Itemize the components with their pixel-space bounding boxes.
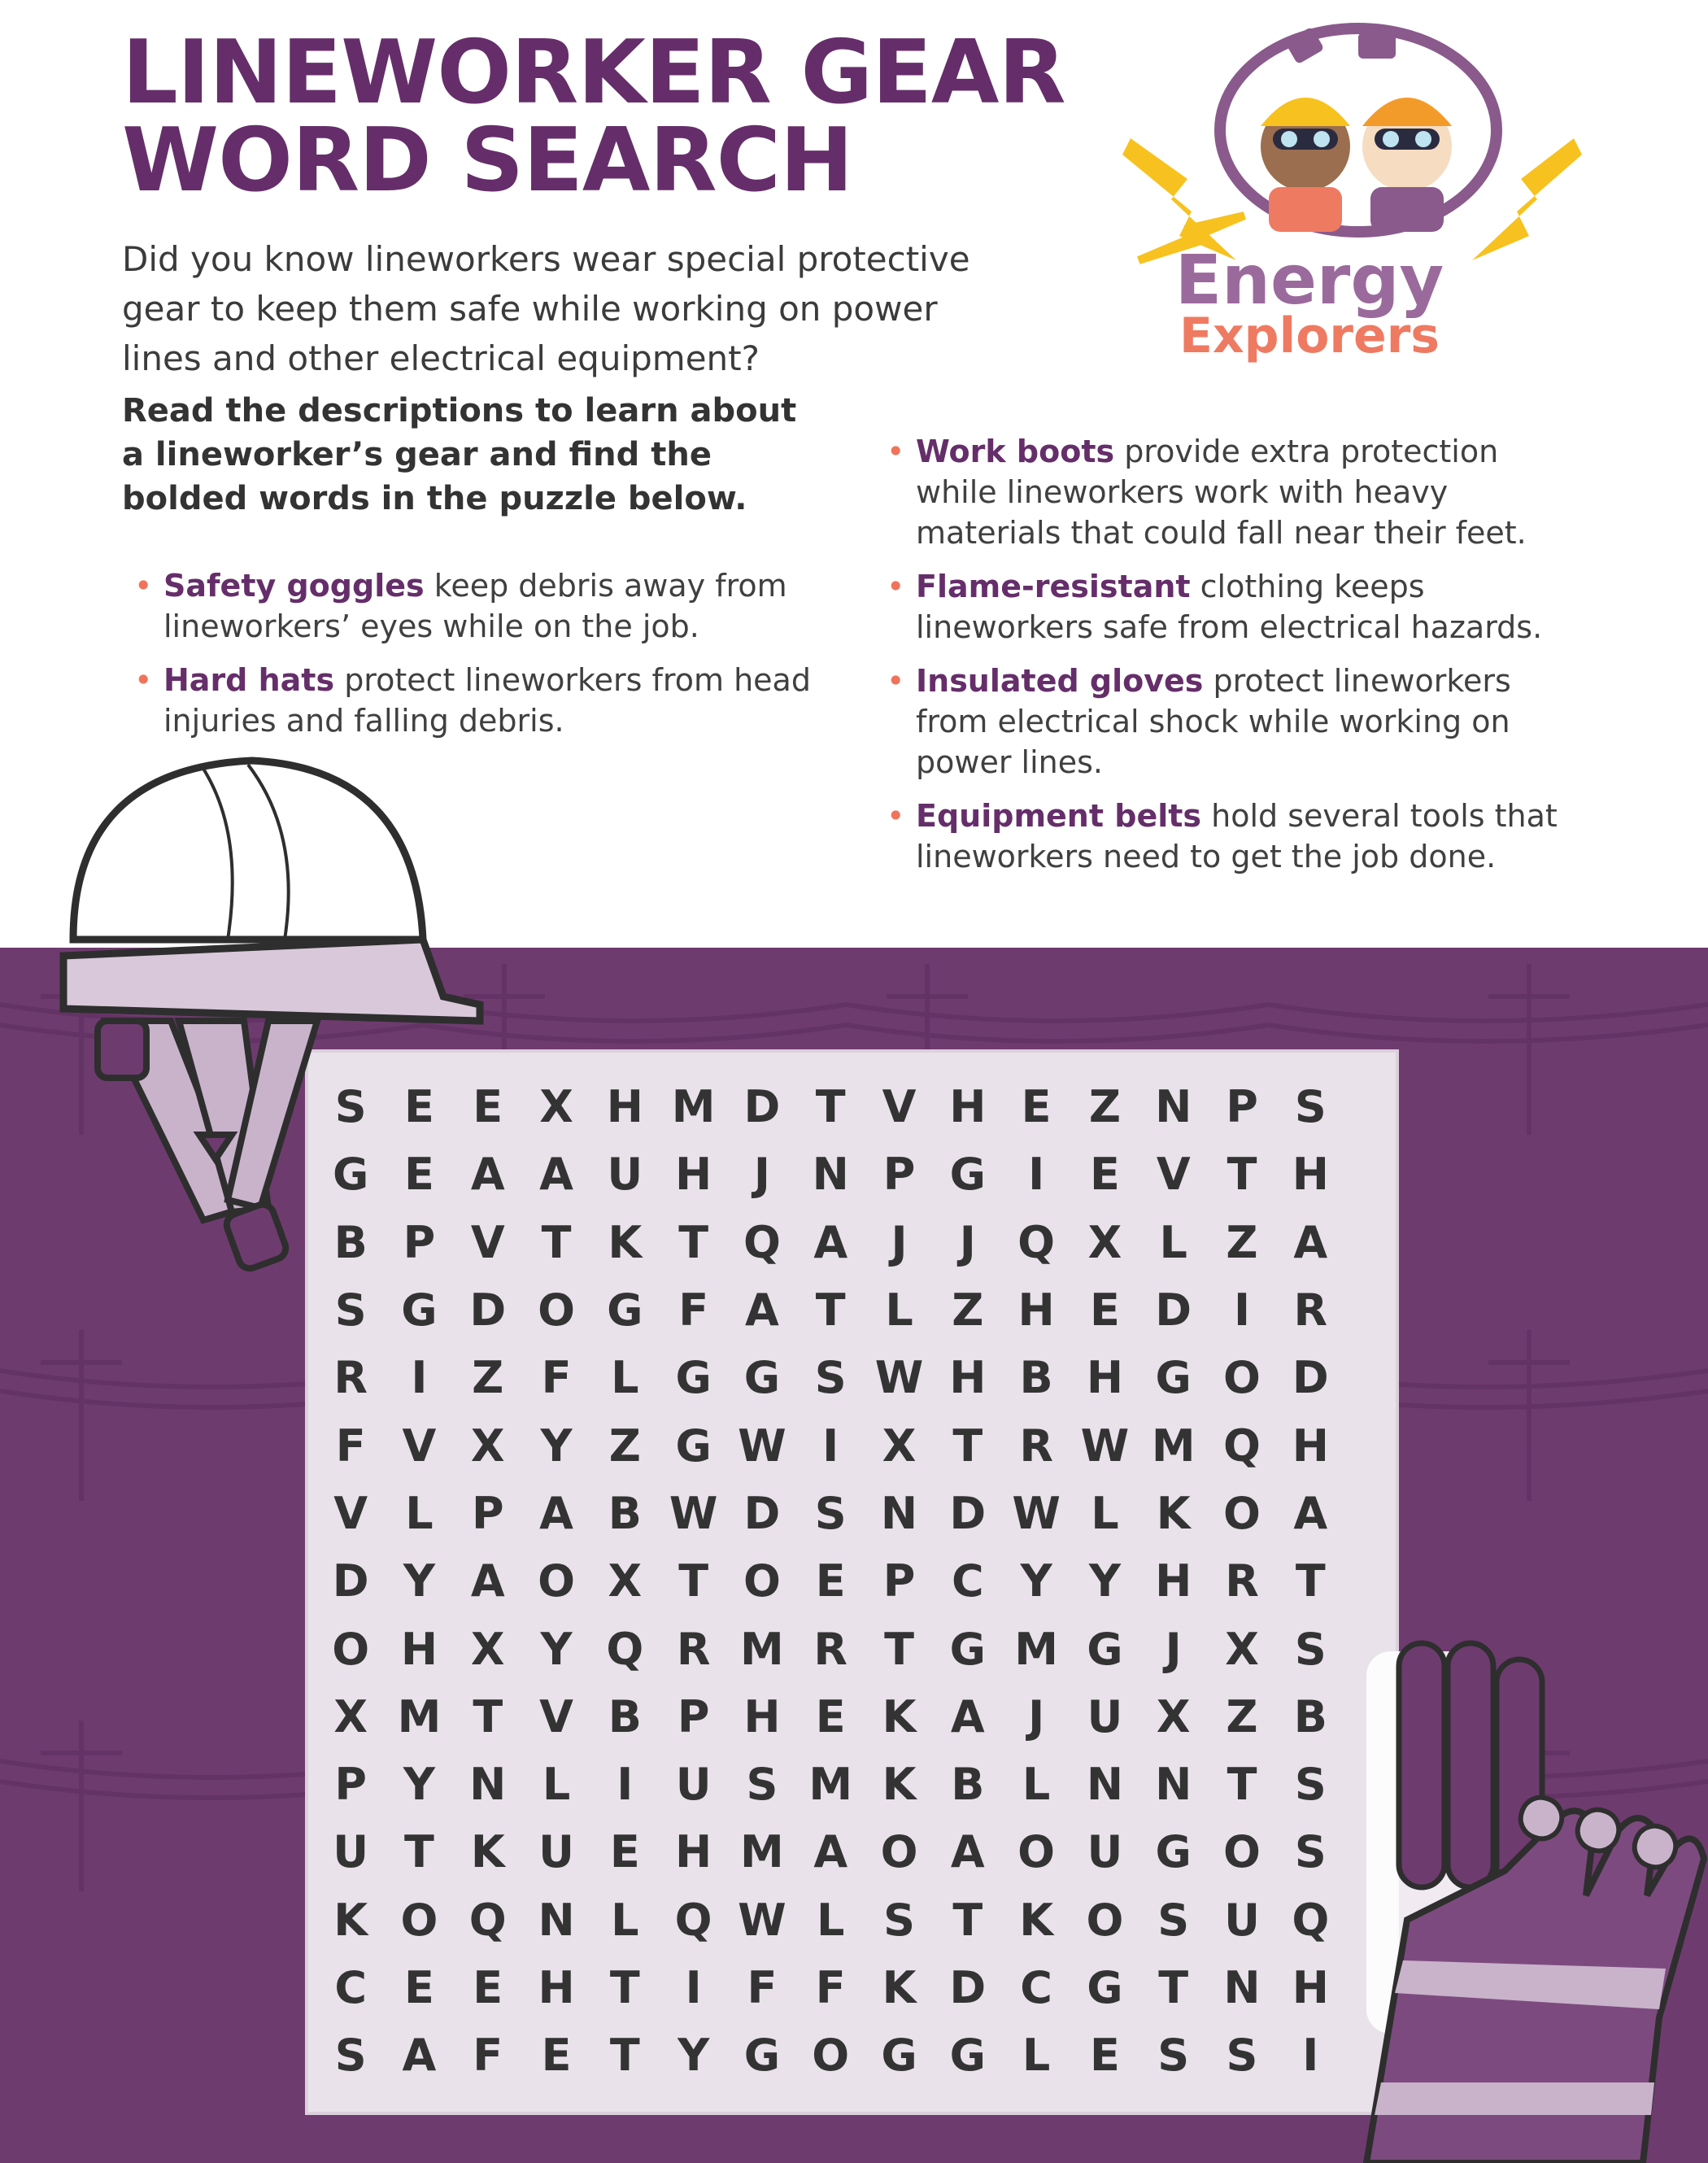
puzzle-letter[interactable]: A	[470, 1555, 505, 1607]
puzzle-letter[interactable]: X	[1156, 1690, 1191, 1742]
puzzle-letter[interactable]: H	[1292, 1419, 1329, 1472]
puzzle-letter[interactable]: T	[1295, 1555, 1326, 1607]
energy-explorers-logo-graphic	[1114, 24, 1602, 268]
puzzle-letter[interactable]: O	[1223, 1487, 1261, 1539]
instructions	[122, 389, 854, 521]
puzzle-letter[interactable]: L	[1091, 1487, 1119, 1539]
puzzle-letter[interactable]: N	[1223, 1962, 1261, 2013]
puzzle-letter[interactable]: T	[541, 1216, 572, 1268]
puzzle-letter[interactable]: O	[538, 1555, 575, 1607]
puzzle-letter[interactable]: B	[951, 1759, 985, 1811]
puzzle-letter[interactable]: H	[400, 1623, 438, 1675]
gear-desc: provide extra protection	[1114, 434, 1499, 469]
puzzle-letter[interactable]: L	[1159, 1216, 1187, 1268]
puzzle-letter[interactable]: A	[950, 1690, 985, 1742]
puzzle-letter[interactable]: Y	[540, 1419, 573, 1472]
puzzle-letter[interactable]: E	[473, 1962, 503, 2013]
puzzle-letter[interactable]: I	[822, 1419, 839, 1472]
hardhat-suspension-straps	[98, 1021, 317, 1271]
gear-term: Equipment belts	[916, 798, 1202, 834]
puzzle-letter[interactable]: M	[740, 1826, 784, 1878]
puzzle-letter[interactable]: Z	[608, 1419, 641, 1472]
puzzle-letter[interactable]: H	[675, 1826, 712, 1878]
puzzle-letter[interactable]: T	[609, 1962, 640, 2013]
puzzle-letter[interactable]: T	[678, 1216, 709, 1268]
puzzle-letter[interactable]: E	[609, 1826, 640, 1878]
puzzle-letter[interactable]: P	[882, 1149, 916, 1201]
puzzle-letter[interactable]: G	[1087, 1623, 1123, 1675]
puzzle-letter[interactable]: L	[817, 1894, 845, 1946]
puzzle-letter[interactable]: C	[334, 1962, 367, 2013]
puzzle-letter[interactable]: R	[1293, 1284, 1328, 1337]
puzzle-letter[interactable]: S	[814, 1352, 847, 1404]
puzzle-letter[interactable]: H	[538, 1962, 575, 2013]
puzzle-letter[interactable]: N	[880, 1487, 918, 1539]
puzzle-letter[interactable]: Q	[674, 1894, 712, 1946]
puzzle-letter[interactable]: P	[882, 1555, 916, 1607]
puzzle-letter[interactable]: A	[470, 1149, 505, 1201]
puzzle-letter[interactable]: U	[675, 1759, 712, 1811]
puzzle-letter[interactable]: N	[1155, 1081, 1192, 1133]
puzzle-letter[interactable]: L	[405, 1487, 434, 1539]
puzzle-letter[interactable]: F	[747, 1962, 778, 2013]
page-title	[122, 22, 1131, 212]
hardhat-dome	[73, 761, 423, 940]
puzzle-letter[interactable]: I	[411, 1352, 428, 1404]
title-line-2: WORD SEARCH	[122, 110, 853, 212]
puzzle-letter[interactable]: G	[881, 2030, 917, 2082]
puzzle-letter[interactable]: P	[1226, 1081, 1258, 1133]
puzzle-letter[interactable]: F	[815, 1962, 846, 2013]
gear-desc: injuries and falling debris.	[163, 703, 564, 739]
puzzle-letter[interactable]: A	[1293, 1487, 1328, 1539]
puzzle-letter[interactable]: S	[814, 1487, 847, 1539]
gear-term: Flame-resistant	[916, 569, 1191, 604]
puzzle-letter[interactable]: S	[334, 2030, 367, 2082]
puzzle-letter[interactable]: G	[401, 1284, 438, 1337]
puzzle-letter[interactable]: H	[949, 1081, 987, 1133]
puzzle-letter[interactable]: D	[1292, 1352, 1329, 1404]
gear-term: Insulated gloves	[916, 663, 1204, 699]
puzzle-letter[interactable]: L	[885, 1284, 913, 1337]
puzzle-letter[interactable]: K	[470, 1826, 505, 1878]
puzzle-letter[interactable]: S	[883, 1894, 915, 1946]
puzzle-letter[interactable]: B	[608, 1690, 642, 1742]
puzzle-letter[interactable]: V	[333, 1487, 368, 1539]
puzzle-letter[interactable]: G	[743, 1352, 781, 1404]
logo-wordmark	[1122, 240, 1497, 364]
puzzle-letter[interactable]: X	[470, 1419, 505, 1472]
puzzle-letter[interactable]: K	[882, 1759, 917, 1811]
puzzle-letter[interactable]: D	[949, 1962, 987, 2013]
goggle-lens	[1281, 131, 1297, 147]
puzzle-letter[interactable]: Q	[606, 1623, 644, 1675]
puzzle-letter[interactable]: G	[1087, 1962, 1123, 2013]
puzzle-letter[interactable]: Q	[1223, 1419, 1261, 1472]
puzzle-letter[interactable]: G	[949, 1149, 986, 1201]
puzzle-letter[interactable]: G	[332, 1149, 369, 1201]
gear-desc: protect lineworkers from head	[334, 662, 811, 698]
puzzle-letter[interactable]: V	[1156, 1149, 1191, 1201]
puzzle-letter[interactable]: A	[950, 1826, 985, 1878]
puzzle-letter[interactable]: Q	[1017, 1216, 1056, 1268]
gear-desc: lineworkers need to get the job done.	[916, 839, 1497, 874]
gear-term: Work boots	[916, 434, 1115, 469]
puzzle-letter[interactable]: A	[1293, 1216, 1328, 1268]
puzzle-letter[interactable]: S	[1226, 2030, 1258, 2082]
puzzle-letter[interactable]: G	[743, 2030, 781, 2082]
puzzle-letter[interactable]: K	[1156, 1487, 1191, 1539]
puzzle-letter[interactable]: J	[1165, 1623, 1182, 1675]
puzzle-letter[interactable]: M	[1151, 1419, 1196, 1472]
gear-list-right	[887, 431, 1700, 890]
puzzle-letter[interactable]: H	[1292, 1962, 1329, 2013]
puzzle-letter[interactable]: S	[1294, 1081, 1327, 1133]
puzzle-letter[interactable]: B	[608, 1487, 642, 1539]
puzzle-letter[interactable]: E	[404, 1149, 434, 1201]
puzzle-letter[interactable]: Q	[468, 1894, 507, 1946]
puzzle-letter[interactable]: Y	[1088, 1555, 1121, 1607]
puzzle-letter[interactable]: K	[608, 1216, 643, 1268]
hard-hat-illustration	[57, 752, 496, 1281]
puzzle-letter[interactable]: Y	[678, 2030, 710, 2082]
goggle-lens	[1314, 131, 1330, 147]
puzzle-letter[interactable]: T	[678, 1555, 709, 1607]
puzzle-letter[interactable]: F	[335, 1419, 366, 1472]
puzzle-letter[interactable]: E	[1089, 2030, 1120, 2082]
intro-paragraph	[122, 234, 1131, 383]
puzzle-letter[interactable]: B	[1293, 1690, 1327, 1742]
puzzle-letter[interactable]: B	[333, 1216, 368, 1268]
puzzle-letter[interactable]: Z	[472, 1352, 504, 1404]
puzzle-letter[interactable]: K	[882, 1690, 917, 1742]
puzzle-letter[interactable]: G	[1155, 1352, 1192, 1404]
character-right-hardhat	[1362, 98, 1452, 126]
puzzle-letter[interactable]: Y	[403, 1555, 435, 1607]
puzzle-letter[interactable]: K	[882, 1962, 917, 2013]
puzzle-letter[interactable]: Z	[1226, 1216, 1258, 1268]
puzzle-letter[interactable]: S	[334, 1284, 367, 1337]
puzzle-letter[interactable]: B	[1019, 1352, 1053, 1404]
puzzle-letter[interactable]: X	[539, 1081, 573, 1133]
puzzle-letter[interactable]: D	[743, 1487, 781, 1539]
puzzle-letter[interactable]: O	[400, 1894, 438, 1946]
puzzle-letter[interactable]: I	[685, 1962, 702, 2013]
puzzle-letter[interactable]: G	[675, 1352, 712, 1404]
gear-desc: hold several tools that	[1201, 798, 1558, 834]
puzzle-letter[interactable]: E	[815, 1555, 846, 1607]
puzzle-letter[interactable]: U	[333, 1826, 369, 1878]
puzzle-letter[interactable]: T	[609, 2030, 640, 2082]
puzzle-letter[interactable]: T	[815, 1284, 846, 1337]
puzzle-letter[interactable]: R	[1019, 1419, 1053, 1472]
puzzle-letter[interactable]: E	[1089, 1284, 1120, 1337]
puzzle-letter[interactable]: F	[473, 2030, 503, 2082]
puzzle-letter[interactable]: P	[334, 1759, 367, 1811]
puzzle-letter[interactable]: K	[1019, 1894, 1054, 1946]
puzzle-letter[interactable]: N	[1086, 1759, 1124, 1811]
logo-ring	[1220, 28, 1497, 232]
puzzle-letter[interactable]: K	[333, 1894, 368, 1946]
puzzle-letter[interactable]: E	[1021, 1081, 1052, 1133]
puzzle-letter[interactable]: L	[542, 1759, 571, 1811]
puzzle-letter[interactable]: M	[397, 1690, 442, 1742]
puzzle-letter[interactable]: Y	[1020, 1555, 1052, 1607]
puzzle-letter[interactable]: X	[608, 1555, 643, 1607]
puzzle-letter[interactable]: U	[538, 1826, 574, 1878]
puzzle-letter[interactable]: I	[1302, 2030, 1319, 2082]
puzzle-letter[interactable]: R	[813, 1623, 848, 1675]
puzzle-letter[interactable]: A	[813, 1216, 848, 1268]
puzzle-letter[interactable]: M	[1014, 1623, 1058, 1675]
puzzle-letter[interactable]: Y	[540, 1623, 573, 1675]
instructions-line-1: Read the descriptions to learn about	[122, 392, 797, 430]
puzzle-letter[interactable]: I	[1028, 1149, 1045, 1201]
puzzle-letter[interactable]: J	[959, 1216, 976, 1268]
puzzle-letter[interactable]: O	[1223, 1352, 1261, 1404]
puzzle-letter[interactable]: V	[402, 1419, 437, 1472]
puzzle-letter[interactable]: O	[1223, 1826, 1261, 1878]
gear-desc: lineworkers’ eyes while on the job.	[163, 608, 699, 644]
puzzle-letter[interactable]: T	[1227, 1149, 1257, 1201]
puzzle-letter[interactable]: X	[1087, 1216, 1122, 1268]
puzzle-letter[interactable]: D	[469, 1284, 507, 1337]
puzzle-letter[interactable]: M	[671, 1081, 716, 1133]
puzzle-letter[interactable]: N	[812, 1149, 849, 1201]
gear-desc: clothing keeps	[1190, 569, 1425, 604]
gear-desc: lineworkers safe from electrical hazards.	[916, 609, 1543, 645]
puzzle-letter[interactable]: O	[1086, 1894, 1124, 1946]
puzzle-letter[interactable]: P	[403, 1216, 436, 1268]
puzzle-letter[interactable]: L	[1022, 1759, 1051, 1811]
puzzle-letter[interactable]: O	[332, 1623, 370, 1675]
puzzle-letter[interactable]: H	[606, 1081, 643, 1133]
puzzle-letter[interactable]: T	[1227, 1759, 1257, 1811]
puzzle-letter[interactable]: Z	[952, 1284, 984, 1337]
puzzle-letter[interactable]: D	[1155, 1284, 1192, 1337]
puzzle-letter[interactable]: A	[539, 1149, 573, 1201]
character-right-shirt	[1370, 187, 1444, 232]
puzzle-letter[interactable]: T	[1158, 1962, 1189, 2013]
puzzle-letter[interactable]: T	[815, 1081, 846, 1133]
puzzle-letter[interactable]: V	[882, 1081, 917, 1133]
puzzle-letter[interactable]: O	[812, 2030, 850, 2082]
character-left-hardhat	[1261, 98, 1350, 126]
puzzle-letter[interactable]: Y	[403, 1759, 435, 1811]
puzzle-letter[interactable]: E	[404, 1962, 434, 2013]
puzzle-letter[interactable]: A	[745, 1284, 779, 1337]
puzzle-letter[interactable]: S	[746, 1759, 778, 1811]
puzzle-letter[interactable]: I	[1233, 1284, 1251, 1337]
puzzle-letter[interactable]: R	[333, 1352, 368, 1404]
puzzle-letter[interactable]: D	[743, 1081, 781, 1133]
puzzle-letter[interactable]: W	[874, 1352, 924, 1404]
puzzle-letter[interactable]: N	[538, 1894, 575, 1946]
puzzle-letter[interactable]: L	[611, 1894, 639, 1946]
puzzle-letter[interactable]: T	[952, 1419, 983, 1472]
puzzle-letter[interactable]: D	[332, 1555, 369, 1607]
puzzle-letter[interactable]: H	[675, 1149, 712, 1201]
logo-line-1: Energy	[1174, 240, 1444, 320]
puzzle-letter[interactable]: E	[541, 2030, 572, 2082]
puzzle-letter[interactable]: C	[952, 1555, 984, 1607]
puzzle-letter[interactable]: A	[402, 2030, 437, 2082]
puzzle-letter[interactable]: G	[675, 1419, 712, 1472]
puzzle-letter[interactable]: H	[949, 1352, 987, 1404]
intro-line-3: lines and other electrical equipment?	[122, 338, 760, 378]
puzzle-letter[interactable]: Z	[1226, 1690, 1258, 1742]
puzzle-letter[interactable]: D	[949, 1487, 987, 1539]
puzzle-letter[interactable]: O	[743, 1555, 781, 1607]
puzzle-letter[interactable]: T	[404, 1826, 434, 1878]
puzzle-letter[interactable]: R	[676, 1623, 711, 1675]
gear-item-hard-hats	[134, 660, 866, 741]
puzzle-letter[interactable]: W	[738, 1894, 786, 1946]
puzzle-letter[interactable]: A	[813, 1826, 848, 1878]
intro-line-2: gear to keep them safe while working on power	[122, 289, 938, 329]
puzzle-letter[interactable]: G	[607, 1284, 643, 1337]
puzzle-letter[interactable]: E	[473, 1081, 503, 1133]
instructions-line-3: bolded words in the puzzle below.	[122, 480, 747, 517]
glove-stripe	[1375, 2082, 1654, 2115]
puzzle-letter[interactable]: Q	[1292, 1894, 1330, 1946]
instructions-line-2: a lineworker’s gear and find the	[122, 436, 712, 473]
goggle-lens	[1383, 131, 1399, 147]
puzzle-letter[interactable]: W	[1012, 1487, 1061, 1539]
puzzle-letter[interactable]: T	[952, 1894, 983, 1946]
gear-desc: materials that could fall near their feet.	[916, 515, 1527, 551]
puzzle-letter[interactable]: G	[1155, 1826, 1192, 1878]
gear-term: Safety goggles	[163, 568, 425, 604]
gear-desc: power lines.	[916, 744, 1103, 780]
puzzle-letter[interactable]: U	[1224, 1894, 1260, 1946]
puzzle-letter[interactable]: W	[738, 1419, 786, 1472]
puzzle-letter[interactable]: R	[1225, 1555, 1259, 1607]
logo-line-2: Explorers	[1179, 307, 1440, 364]
intro-line-1: Did you know lineworkers wear special protective	[122, 239, 970, 279]
puzzle-letter[interactable]: E	[1089, 1149, 1120, 1201]
puzzle-letter[interactable]: S	[1294, 1623, 1327, 1675]
puzzle-letter[interactable]: S	[1294, 1759, 1327, 1811]
puzzle-letter[interactable]: O	[538, 1284, 575, 1337]
puzzle-letter[interactable]: Z	[1088, 1081, 1121, 1133]
puzzle-letter[interactable]: G	[949, 1623, 986, 1675]
puzzle-letter[interactable]: Q	[743, 1216, 781, 1268]
puzzle-letter[interactable]: C	[1020, 1962, 1052, 2013]
gear-term: Hard hats	[163, 662, 335, 698]
gear-desc: protect lineworkers	[1203, 663, 1511, 699]
puzzle-letter[interactable]: H	[1155, 1555, 1192, 1607]
gear-item-insulated-gloves	[887, 661, 1700, 783]
puzzle-letter[interactable]: X	[882, 1419, 917, 1472]
puzzle-letter[interactable]: E	[815, 1690, 846, 1742]
puzzle-letter[interactable]: S	[1294, 1826, 1327, 1878]
puzzle-letter[interactable]: M	[808, 1759, 853, 1811]
character-left-shirt	[1269, 187, 1342, 232]
puzzle-letter[interactable]: H	[1292, 1149, 1329, 1201]
puzzle-letter[interactable]: S	[334, 1081, 367, 1133]
gear-list-left	[134, 565, 866, 754]
goggle-lens	[1415, 131, 1431, 147]
puzzle-letter[interactable]: L	[611, 1352, 639, 1404]
gear-desc: from electrical shock while working on	[916, 704, 1510, 739]
gear-item-safety-goggles	[134, 565, 866, 647]
puzzle-letter[interactable]: E	[404, 1081, 434, 1133]
puzzle-letter[interactable]: J	[753, 1149, 770, 1201]
puzzle-letter[interactable]: H	[1017, 1284, 1055, 1337]
puzzle-letter[interactable]: P	[677, 1690, 710, 1742]
puzzle-letter[interactable]: O	[1017, 1826, 1056, 1878]
gear-desc: while lineworkers work with heavy	[916, 474, 1449, 510]
puzzle-letter[interactable]: J	[1028, 1690, 1045, 1742]
puzzle-letter[interactable]: O	[880, 1826, 918, 1878]
puzzle-letter[interactable]: X	[470, 1623, 505, 1675]
puzzle-letter[interactable]: X	[1225, 1623, 1259, 1675]
puzzle-letter[interactable]: H	[743, 1690, 781, 1742]
puzzle-letter[interactable]: V	[470, 1216, 505, 1268]
insulated-glove-illustration	[1318, 1627, 1708, 2163]
gear-item-work-boots	[887, 431, 1700, 553]
puzzle-letter[interactable]: N	[469, 1759, 507, 1811]
gear-item-equipment-belts	[887, 796, 1700, 877]
puzzle-letter[interactable]: F	[541, 1352, 572, 1404]
puzzle-letter[interactable]: U	[607, 1149, 643, 1201]
gear-desc: keep debris away from	[424, 568, 787, 604]
socket-icon	[1358, 33, 1396, 59]
puzzle-letter[interactable]: T	[884, 1623, 914, 1675]
hardhat-band	[63, 940, 480, 1021]
puzzle-letter[interactable]: U	[1087, 1826, 1123, 1878]
puzzle-letter[interactable]: X	[333, 1690, 368, 1742]
puzzle-letter[interactable]: J	[891, 1216, 908, 1268]
puzzle-letter[interactable]: S	[1157, 2030, 1190, 2082]
puzzle-letter[interactable]: F	[678, 1284, 709, 1337]
puzzle-letter[interactable]: S	[1157, 1894, 1190, 1946]
title-line-1: LINEWORKER GEAR	[122, 22, 1065, 124]
puzzle-letter[interactable]: I	[617, 1759, 634, 1811]
puzzle-letter[interactable]: A	[539, 1487, 573, 1539]
puzzle-letter[interactable]: M	[740, 1623, 784, 1675]
puzzle-letter[interactable]: N	[1155, 1759, 1192, 1811]
puzzle-letter[interactable]: H	[1086, 1352, 1124, 1404]
puzzle-letter[interactable]: W	[1080, 1419, 1130, 1472]
gear-item-flame-resistant	[887, 566, 1700, 648]
puzzle-letter[interactable]: L	[1022, 2030, 1051, 2082]
puzzle-letter[interactable]: V	[539, 1690, 573, 1742]
puzzle-letter[interactable]: W	[669, 1487, 718, 1539]
puzzle-letter[interactable]: P	[471, 1487, 504, 1539]
puzzle-letter[interactable]: T	[473, 1690, 503, 1742]
puzzle-letter[interactable]: G	[949, 2030, 986, 2082]
puzzle-letter[interactable]: U	[1087, 1690, 1123, 1742]
